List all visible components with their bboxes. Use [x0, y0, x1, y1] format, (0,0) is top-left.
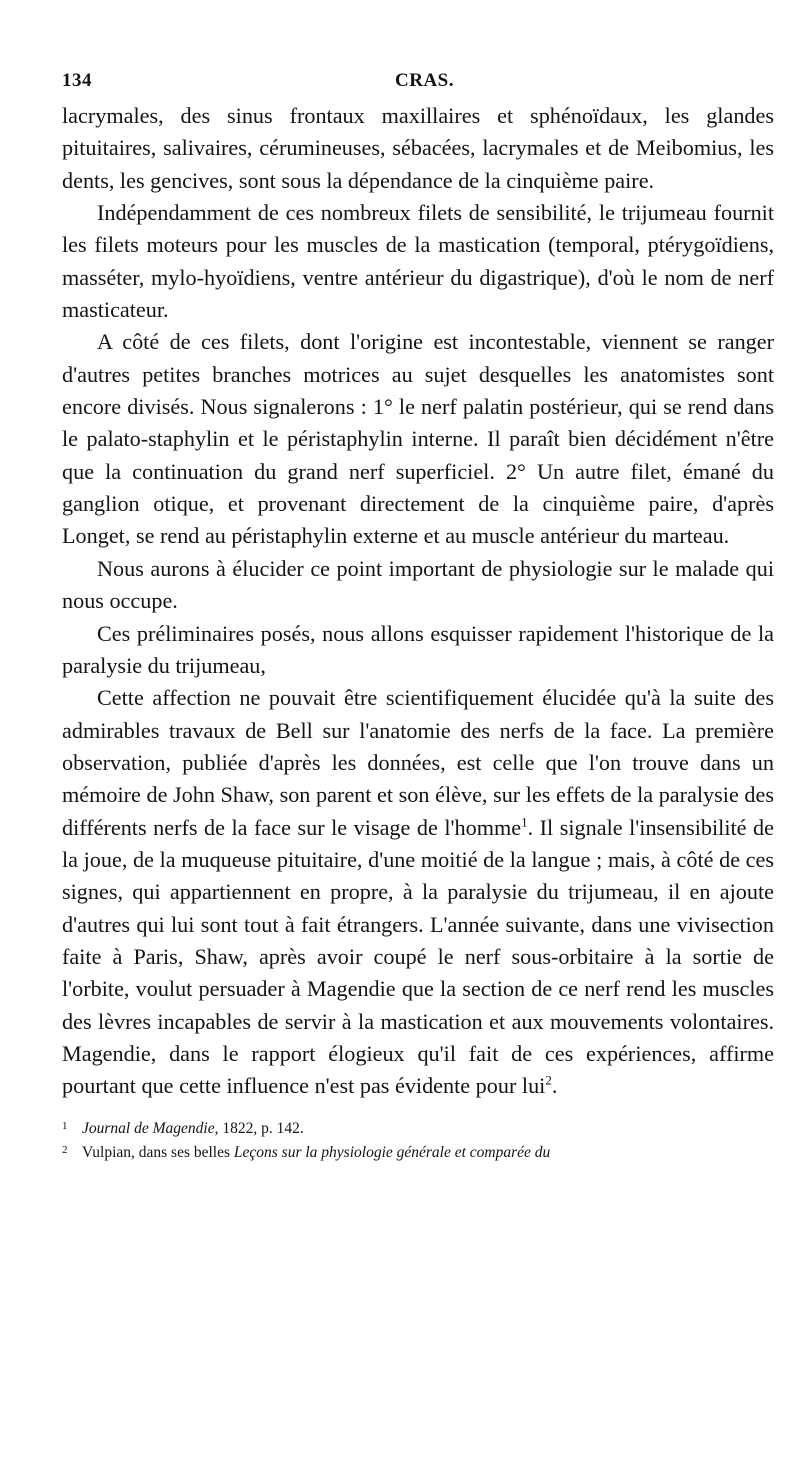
footnote-mark: 1	[62, 1119, 68, 1132]
paragraph: Indépendamment de ces nombreux filets de sensibilité, le trijumeau fournit les filets moteurs pour les muscles de la mastication (temporal, ptérygoïdiens, masséter, mylo-hyoïdiens, ventre antérieur du digastrique), d'où le nom de nerf masticateur.	[62, 200, 774, 323]
body-text	[62, 100, 774, 1103]
footnote	[62, 1141, 774, 1165]
paragraph-text: . Il signale l'insensibilité de la joue, de la muqueuse pituitaire, d'une moitié de la langue ; mais, à côté de ces signes, qui appartiennent en propre, à la paralysie du trijumeau, il en ajoute d'autres qui lui sont tout à fait étrangers. L'année suivante, dans une vivisection faite à Paris, Shaw, après avoir coupé le nerf sous-orbitaire à la sortie de l'orbite, voulut persuader à Magendie que la section de ce nerf rend les muscles des lèvres incapables de servir à la mastication et aux mouvements volontaires. Magendie, dans le rapport élogieux qu'il fait de ces expériences, affirme pourtant que cette influence n'est pas évidente pour lui	[62, 814, 774, 1099]
page-number: 134	[62, 70, 92, 91]
footnote-mark: 2	[62, 1143, 68, 1156]
paragraph: Nous aurons à élucider ce point important de physiologie sur le malade qui nous occupe.	[62, 555, 774, 614]
paragraph-text: .	[551, 1073, 558, 1099]
paragraph: Ces préliminaires posés, nous allons esquisser rapidement l'historique de la paralysie du trijumeau,	[62, 620, 774, 678]
paragraph: lacrymales, des sinus frontaux maxillaires et sphénoïdaux, les glandes pituitaires, salivaires, cérumineuses, sébacées, lacrymales et de Meibomius, les dents, les gencives, sont sous la dépendance de la cinquième paire.	[62, 103, 774, 193]
footnote	[62, 1117, 774, 1141]
footnote-source-title: Leçons sur la physiologie générale et comparée du	[233, 1143, 551, 1161]
footnote-source-title: Journal de Magendie	[82, 1119, 215, 1137]
footnote-text: , 1822, p. 142.	[214, 1119, 304, 1137]
book-page	[62, 70, 774, 1165]
paragraph-with-notes	[62, 682, 774, 1102]
paragraph-text: Cette affection ne pouvait être scientifiquement élucidée qu'à la suite des admirables travaux de Bell sur l'anatomie des nerfs de la face. La première observation, publiée d'après les données, est celle que l'on trouve dans un mémoire de John Shaw, son parent et son élève, sur les effets de la paralysie des différents nerfs de la face sur le visage de l'homme	[62, 685, 774, 840]
footnote-text: Vulpian, dans ses belles	[82, 1143, 234, 1161]
running-title: CRAS.	[395, 70, 454, 91]
footnote-reference[interactable]: 2	[545, 1072, 552, 1088]
footnotes	[62, 1117, 774, 1165]
paragraph: A côté de ces filets, dont l'origine est incontestable, viennent se ranger d'autres petites branches motrices au sujet desquelles les anatomistes sont encore divisés. Nous signalerons : 1° le nerf palatin postérieur, qui se rend dans le palato-staphylin et le péristaphylin interne. Il paraît bien décidément n'être que la continuation du grand nerf superficiel. 2° Un autre filet, émané du ganglion otique, et provenant directement de la cinquième paire, d'après Longet, se rend au péristaphylin externe et au muscle antérieur du marteau.	[62, 329, 774, 549]
page-header	[62, 70, 774, 96]
footnote-reference[interactable]: 1	[521, 814, 528, 830]
